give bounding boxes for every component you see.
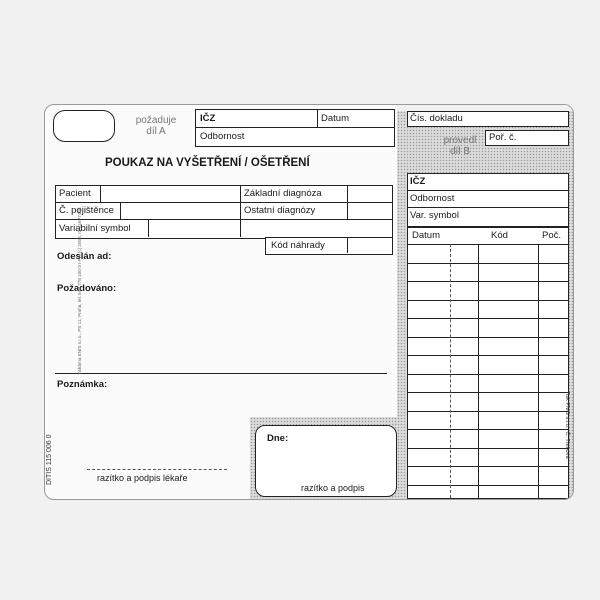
table-row-line — [408, 355, 568, 356]
pozadovano-bottom-line — [55, 373, 387, 374]
printer-vertical: Tiskárna ENIS s.r.o., PS 11, Praha, tel. 542 778 100-3 I-PF, (c) 2008, IČ 41677468 — [77, 207, 82, 375]
ostatni-diagnozy-label: Ostatní diagnózy — [244, 205, 316, 216]
form-title: POUKAZ NA VYŠETŘENÍ / OŠETŘENÍ — [105, 157, 310, 169]
table-header-datum: Datum — [412, 230, 440, 241]
table-row-line — [408, 318, 568, 319]
table-row-line — [408, 485, 568, 486]
lekar-signature-label: razítko a podpis lékaře — [97, 473, 188, 483]
table-row-line — [408, 466, 568, 467]
diag-value-divider — [347, 185, 348, 219]
stub-b-line1: provedl — [443, 135, 477, 146]
stub-b-line2: díl B — [449, 146, 470, 157]
patient-col-divider — [240, 185, 241, 237]
form-code-vertical: DITIS 115 006 0 — [46, 434, 53, 485]
poznamka-label: Poznámka: — [57, 379, 108, 390]
procedure-table — [407, 227, 569, 499]
podpis-label: razítko a podpis — [301, 483, 365, 493]
cis-dokladu-label: Čís. dokladu — [410, 113, 463, 124]
varsym-value-divider — [148, 219, 149, 237]
right-odbornost-label: Odbornost — [410, 193, 455, 204]
header-datum-divider — [317, 109, 318, 127]
table-row-line — [408, 244, 568, 245]
por-c-label: Poř. č. — [489, 132, 517, 143]
odeslan-ad-label: Odeslán ad: — [57, 251, 112, 262]
right-vertical-text: Tisk PMG s.r.o., Č. Třebová — [564, 391, 570, 459]
zakladni-diagnoza-label: Základní diagnóza — [244, 188, 322, 199]
voucher-form — [44, 104, 574, 500]
right-fields-divider-2 — [407, 207, 568, 208]
right-var-symbol-label: Var. symbol — [410, 210, 459, 221]
stub-a-line2: díl A — [146, 126, 166, 137]
dne-label: Dne: — [267, 433, 289, 444]
table-header-poc: Poč. — [542, 230, 562, 241]
kod-nahrady-label: Kód náhrady — [271, 240, 325, 251]
patient-row-divider-1 — [55, 202, 392, 203]
table-col-kod — [478, 244, 479, 498]
table-row-line — [408, 448, 568, 449]
stub-a-label — [121, 115, 191, 137]
table-row-line — [408, 411, 568, 412]
table-header-kod: Kód — [491, 230, 508, 241]
right-fields-divider-1 — [407, 190, 568, 191]
pozadovano-label: Požadováno: — [57, 283, 117, 294]
cislo-pojistence-label: Č. pojištěnce — [59, 205, 114, 216]
table-col-datum-inner — [450, 244, 451, 498]
pacient-label: Pacient — [59, 188, 91, 199]
table-row-line — [408, 392, 568, 393]
lekar-signature-line — [87, 469, 227, 470]
stub-a-oval — [53, 110, 115, 142]
table-col-poc — [538, 244, 539, 498]
stub-a-line1: požaduje — [135, 115, 177, 126]
variabilni-symbol-label: Variabilní symbol — [59, 223, 131, 234]
table-row-line — [408, 263, 568, 264]
right-icz-label: IČZ — [410, 176, 426, 187]
table-row-line — [408, 281, 568, 282]
table-row-line — [408, 429, 568, 430]
pojistence-value-divider — [120, 202, 121, 219]
table-row-line — [408, 374, 568, 375]
patient-row-divider-2 — [55, 219, 392, 220]
table-row-line — [408, 300, 568, 301]
header-odbornost-label: Odbornost — [200, 131, 245, 142]
header-datum-label: Datum — [321, 113, 349, 124]
header-icz-label: IČZ — [200, 113, 216, 124]
pacient-value-divider — [100, 185, 101, 202]
table-row-line — [408, 337, 568, 338]
header-fields-divider — [195, 127, 394, 128]
kod-nahrady-divider — [347, 237, 348, 253]
